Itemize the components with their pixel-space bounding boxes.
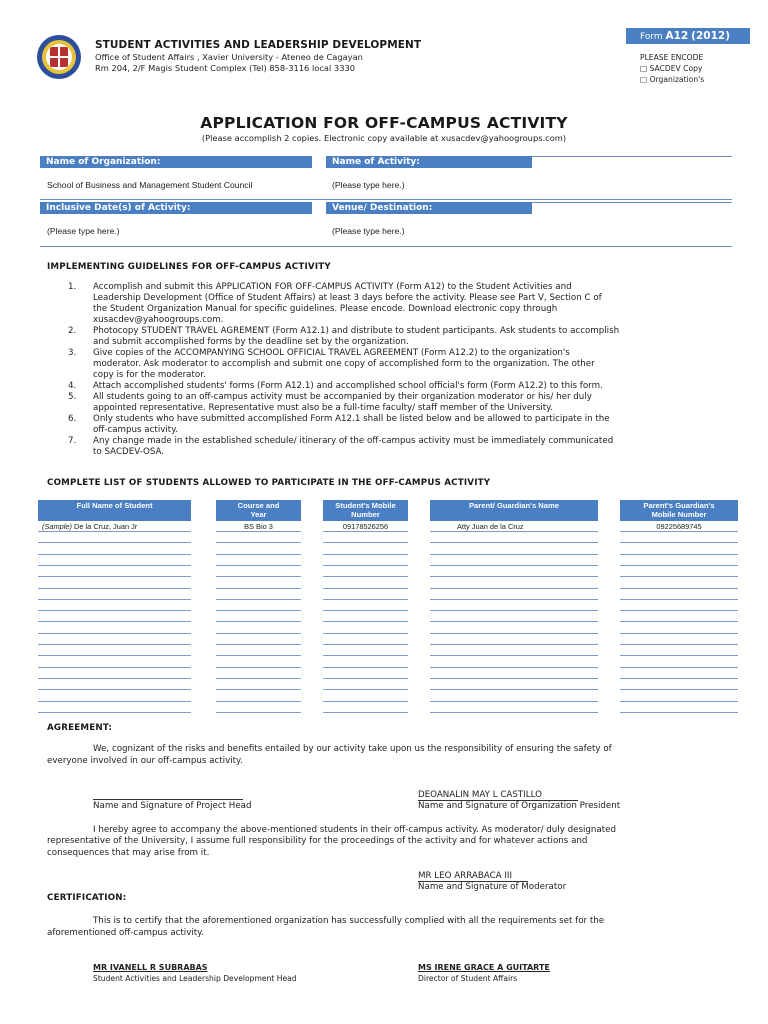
table-row-line[interactable] [38,633,191,634]
table-row-line[interactable] [323,621,408,622]
table-row-line[interactable] [38,689,191,690]
guideline-text-line: and submit accomplished forms by the deadline set by the organization. [93,337,409,347]
guideline-text-line: Attach accomplished students' forms (Form A12.1) and accomplished school official's form (Form A12.2) to this form. [93,381,603,391]
table-row-line[interactable] [620,655,738,656]
table-row-line[interactable] [430,554,598,555]
table-row-line[interactable] [216,678,301,679]
guideline-number: 7. [68,436,77,446]
table-row-line[interactable] [216,701,301,702]
guideline-number: 3. [68,348,77,358]
agreement-text-line: We, cognizant of the risks and benefits entailed by our activity take upon us the responsibility of ensuring the safety of [93,744,612,754]
sample-name-text: De la Cruz, Juan Jr [71,522,138,531]
table-row-line[interactable] [216,554,301,555]
agreement-text-line: everyone involved in our off-campus activity. [47,756,243,766]
column-header-line: Parent/ Guardian's Name [468,501,559,510]
table-row-line[interactable] [216,621,301,622]
table-row-line[interactable] [323,542,408,543]
table-row-line[interactable] [38,610,191,611]
university-seal-icon [36,34,82,80]
certification-text-line: aforementioned off-campus activity. [47,928,204,938]
table-row-line[interactable] [620,531,738,532]
table-row-line[interactable] [430,599,598,600]
table-row-line[interactable] [216,576,301,577]
venue-value[interactable]: (Please type here.) [332,226,405,236]
table-row-line[interactable] [430,588,598,589]
table-row-line[interactable] [38,621,191,622]
table-row-line[interactable] [430,576,598,577]
encode-label: PLEASE ENCODE [640,53,704,62]
office-title: STUDENT ACTIVITIES AND LEADERSHIP DEVELOPMENT [95,39,422,51]
column-header [216,500,301,521]
form-subtitle: (Please accomplish 2 copies. Electronic copy available at xusacdev@yahoogroups.com) [201,133,567,143]
guideline-text-line: xusacdev@yahoogroups.com. [93,315,224,325]
org-name-value[interactable]: School of Business and Management Student Council [47,180,253,190]
table-row-line[interactable] [38,712,191,713]
table-row-line[interactable] [216,712,301,713]
table-row-line[interactable] [620,667,738,668]
table-row-line[interactable] [620,565,738,566]
column-header-line: Number [351,510,380,519]
table-row-line[interactable] [216,655,301,656]
table-row-line[interactable] [38,576,191,577]
guideline-number: 5. [68,392,77,402]
certification-heading: CERTIFICATION: [47,893,127,903]
table-row-line[interactable] [38,701,191,702]
guideline-text-line: to SACDEV-OSA. [93,447,165,457]
table-row-line[interactable] [430,531,598,532]
activity-label-rule [532,156,732,157]
dates-value[interactable]: (Please type here.) [47,226,120,236]
form-code-badge: Form A12 (2012) [626,28,750,44]
table-row-line[interactable] [430,655,598,656]
sample-student-name[interactable] [38,522,191,531]
table-row-line[interactable] [216,588,301,589]
table-row-line[interactable] [620,599,738,600]
president-name: DEOANALIN MAY L CASTILLO [418,790,542,800]
table-row-line[interactable] [620,610,738,611]
table-row-line[interactable] [620,588,738,589]
sample-guardian-name[interactable]: Atty Juan de la Cruz [457,522,524,531]
guideline-text-line: moderator. Ask moderator to accomplish and submit one copy of accomplished form to the organization. The other [93,359,595,369]
project-head-signature-line[interactable] [93,799,243,800]
table-row-line[interactable] [216,599,301,600]
table-row-line[interactable] [323,565,408,566]
osa-director-role: Director of Student Affairs [418,974,518,983]
table-row-line[interactable] [323,633,408,634]
table-row-line[interactable] [38,644,191,645]
table-row-line[interactable] [430,644,598,645]
table-row-line[interactable] [620,678,738,679]
venue-label-rule [532,202,732,203]
activity-name-value[interactable]: (Please type here.) [332,180,405,190]
column-header [323,500,408,521]
table-row-line[interactable] [323,689,408,690]
table-row-line[interactable] [323,701,408,702]
table-row-line[interactable] [216,644,301,645]
activity-name-label: Name of Activity: [326,156,532,168]
column-header-line: Year [250,510,267,519]
osa-director-name: MS IRENE GRACE A GUITARTE [418,963,550,972]
table-row-line[interactable] [323,678,408,679]
table-row-line[interactable] [323,655,408,656]
table-row-line[interactable] [38,667,191,668]
table-row-line[interactable] [38,542,191,543]
students-heading: COMPLETE LIST OF STUDENTS ALLOWED TO PARTICIPATE IN THE OFF-CAMPUS ACTIVITY [47,478,491,488]
table-row-line[interactable] [323,576,408,577]
table-row-line[interactable] [216,531,301,532]
field-divider [40,246,732,247]
table-row-line[interactable] [430,621,598,622]
table-row-line[interactable] [620,542,738,543]
guideline-text-line: off-campus activity. [93,425,178,435]
form-title: APPLICATION FOR OFF-CAMPUS ACTIVITY [200,114,568,132]
sample-mobile[interactable]: 09178526256 [342,522,389,531]
table-row-line[interactable] [216,633,301,634]
president-caption: Name and Signature of Organization President [418,801,621,811]
guideline-text-line: Accomplish and submit this APPLICATION FOR OFF-CAMPUS ACTIVITY (Form A12) to the Student Activities and [93,282,572,292]
sacdev-head-name: MR IVANELL R SUBRABAS [93,963,208,972]
office-address-line: Office of Student Affairs , Xavier University - Ateneo de Cagayan [95,52,363,62]
field-divider [40,199,732,200]
table-row-line[interactable] [38,655,191,656]
encode-option-sacdev[interactable]: □ SACDEV Copy [640,64,703,73]
guideline-text-line: Only students who have submitted accomplished Form A12.1 shall be listed below and be allowed to participate in the [93,414,610,424]
table-row-line[interactable] [323,610,408,611]
table-row-line[interactable] [216,542,301,543]
table-row-line[interactable] [216,689,301,690]
table-row-line[interactable] [430,678,598,679]
table-row-line[interactable] [38,678,191,679]
moderator-text-line: consequences that may arise from it. [47,848,210,858]
table-row-line[interactable] [430,633,598,634]
column-header-line: Student's Mobile [335,501,396,510]
moderator-name: MR LEO ARRABACA III [418,871,513,881]
guideline-text-line: Give copies of the ACCOMPANYING SCHOOL OFFICIAL TRAVEL AGREEMENT (Form A12.2) to the organization's [93,348,570,358]
moderator-text-line: I hereby agree to accompany the above-mentioned students in their off-campus activity. As moderator/ duly designated [93,825,617,835]
project-head-caption: Name and Signature of Project Head [93,801,252,811]
column-header [620,500,738,521]
table-row-line[interactable] [620,554,738,555]
table-row-line[interactable] [430,712,598,713]
table-row-line[interactable] [430,701,598,702]
guideline-text-line: All students going to an off-campus activity must be accompanied by their organization moderator or his/ her duly [93,392,592,402]
guideline-number: 4. [68,381,77,391]
column-header [430,500,598,521]
table-row-line[interactable] [620,621,738,622]
office-room-line: Rm 204, 2/F Magis Student Complex (Tel) 858-3116 local 3330 [95,63,356,73]
column-header-line: Full Name of Student [76,501,153,510]
table-row-line[interactable] [620,644,738,645]
table-row-line[interactable] [323,712,408,713]
table-row-line[interactable] [323,531,408,532]
sacdev-head-role: Student Activities and Leadership Development Head [93,974,297,983]
table-row-line[interactable] [38,531,191,532]
agreement-heading: AGREEMENT: [47,723,113,733]
guideline-number: 2. [68,326,77,336]
column-header-line: Parent's Guardian's [643,501,715,510]
certification-text-line: This is to certify that the aforementioned organization has successfully complied with all the requirements set for the [93,916,605,926]
table-row-line[interactable] [323,588,408,589]
guidelines-heading: IMPLEMENTING GUIDELINES FOR OFF-CAMPUS ACTIVITY [47,262,331,272]
table-row-line[interactable] [620,576,738,577]
guideline-number: 6. [68,414,77,424]
table-row-line[interactable] [620,633,738,634]
encode-option-organization[interactable]: □ Organization's [640,75,705,84]
table-row-line[interactable] [430,542,598,543]
table-row-line[interactable] [38,599,191,600]
table-row-line[interactable] [620,701,738,702]
guideline-text-line: copy is for the moderator. [93,370,206,380]
table-row-line[interactable] [430,667,598,668]
column-header-line: Course and [237,501,280,510]
table-row-line[interactable] [323,599,408,600]
table-row-line[interactable] [38,588,191,589]
table-row-line[interactable] [430,610,598,611]
dates-label: Inclusive Date(s) of Activity: [40,202,312,214]
table-row-line[interactable] [323,644,408,645]
guideline-text-line: Leadership Development (Office of Student Affairs) at least 3 days before the activity. Please see Part V, Section C of [93,293,602,303]
table-row-line[interactable] [216,565,301,566]
table-row-line[interactable] [216,610,301,611]
guideline-text-line: Any change made in the established schedule/ itinerary of the off-campus activity must be immediately communicated [93,436,614,446]
venue-label: Venue/ Destination: [326,202,532,214]
table-row-line[interactable] [430,689,598,690]
moderator-text-line: representative of the University, I assume full responsibility for the proceedings of the activity and for whatever actions and [47,836,588,846]
guideline-text-line: appointed representative. Representative must also be a full-time faculty/ staff member of the University. [93,403,553,413]
table-row-line[interactable] [323,667,408,668]
org-name-label: Name of Organization: [40,156,312,168]
guideline-text-line: Photocopy STUDENT TRAVEL AGREMENT (Form A12.1) and distribute to student participants. Ask students to accomplish [93,326,620,336]
sample-guardian-mobile[interactable]: 09225689745 [656,522,702,531]
table-row-line[interactable] [430,565,598,566]
guideline-number: 1. [68,282,77,292]
table-row-line[interactable] [323,554,408,555]
sample-marker: (Sample) [42,522,72,531]
table-row-line[interactable] [216,667,301,668]
guideline-text-line: the Student Organization Manual for specific guidelines. Please encode. Download electronic copy through [93,304,558,314]
sample-course[interactable]: BS Bio 3 [244,522,273,531]
table-row-line[interactable] [620,689,738,690]
column-header [38,500,191,521]
moderator-caption: Name and Signature of Moderator [418,882,567,892]
column-header-line: Mobile Number [651,510,707,519]
table-row-line[interactable] [620,712,738,713]
table-row-line[interactable] [38,554,191,555]
table-row-line[interactable] [38,565,191,566]
